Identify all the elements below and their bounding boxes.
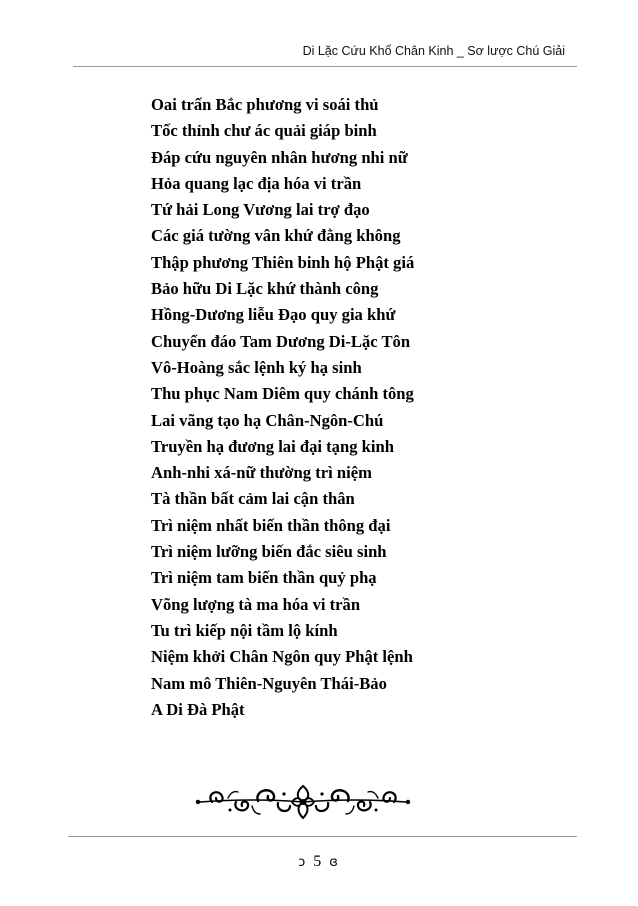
verse-line: Tu trì kiếp nội tầm lộ kính xyxy=(151,620,338,640)
verse-block xyxy=(151,92,414,723)
page-number-line xyxy=(0,853,636,871)
running-header: Di Lặc Cứu Khổ Chân Kinh _ Sơ lược Chú Giải xyxy=(302,44,565,58)
verse-line: Trì niệm nhất biến thần thông đại xyxy=(151,515,391,535)
left-curl-icon: ↄ xyxy=(298,855,306,870)
verse-line: Oai trấn Bắc phương vi soái thủ xyxy=(151,95,379,114)
verse-line: Lai vãng tạo hạ Chân-Ngôn-Chú xyxy=(151,410,384,430)
verse-line: Tứ hải Long Vương lai trợ đạo xyxy=(151,200,370,220)
verse-line: Trì niệm tam biến thần quỷ phạ xyxy=(151,568,377,588)
verse-line: A Di Đà Phật xyxy=(151,699,245,719)
footer-divider xyxy=(68,836,577,837)
verse-line: Thập phương Thiên binh hộ Phật giá xyxy=(151,252,415,272)
floral-scroll-divider-icon xyxy=(192,776,414,826)
right-curl-icon: ɞ xyxy=(329,855,338,870)
page-number: 5 xyxy=(313,853,322,870)
verse-line: Hỏa quang lạc địa hóa vi trần xyxy=(151,173,362,193)
verse-line: Đáp cứu nguyên nhân hương nhi nữ xyxy=(151,147,408,167)
verse-line: Tốc thỉnh chư ác quải giáp binh xyxy=(151,121,377,141)
verse-line: Tà thần bất cảm lai cận thân xyxy=(151,489,355,509)
verse-line: Các giá tường vân khứ đằng không xyxy=(151,226,401,246)
verse-line: Võng lượng tà ma hóa vi trần xyxy=(151,594,361,614)
verse-line: Anh-nhi xá-nữ thường trì niệm xyxy=(151,463,372,483)
verse-line: Truyền hạ đương lai đại tạng kinh xyxy=(151,436,394,456)
verse-line: Vô-Hoàng sắc lệnh ký hạ sinh xyxy=(151,357,362,377)
verse-line: Thu phục Nam Diêm quy chánh tông xyxy=(151,384,414,404)
verse-line: Nam mô Thiên-Nguyên Thái-Bảo xyxy=(151,673,387,693)
verse-line: Hồng-Dương liễu Đạo quy gia khứ xyxy=(151,305,396,325)
verse-line: Bảo hữu Di Lặc khứ thành công xyxy=(151,279,379,299)
verse-line: Trì niệm lưỡng biến đắc siêu sinh xyxy=(151,542,387,562)
verse-line: Chuyển đáo Tam Dương Di-Lặc Tôn xyxy=(151,331,411,351)
verse-line: Niệm khởi Chân Ngôn quy Phật lệnh xyxy=(151,647,413,667)
header-divider xyxy=(73,66,577,67)
